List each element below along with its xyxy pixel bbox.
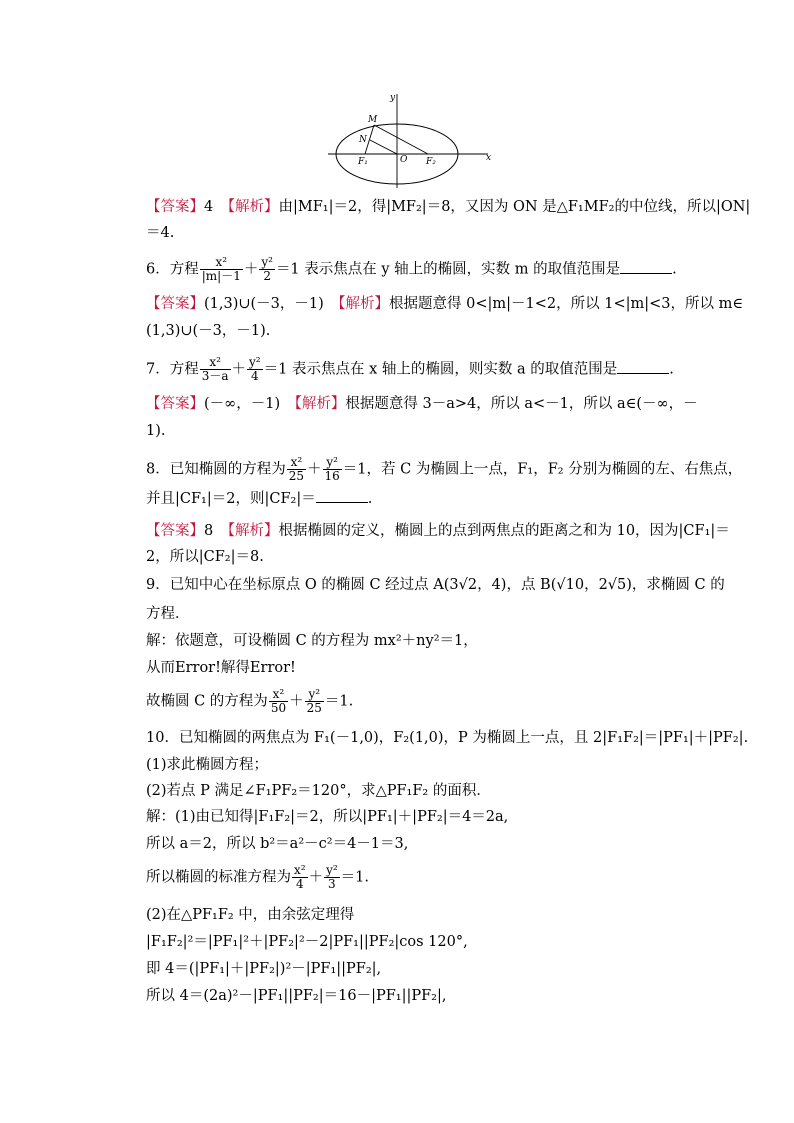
answer-tag: 【解析】 bbox=[227, 523, 279, 539]
question-7: 7．方程 $\frac{\text{x²}}{3-a}$ ＋ $\frac{\text{y²}}{4}$ ＝1 表示焦点在 x 轴上的椭圆，则实数 a 的取值范围是 . bbox=[146, 355, 674, 383]
answer-blank bbox=[617, 359, 669, 374]
fraction: $\frac{\text{y²}}{4}$ bbox=[249, 355, 261, 383]
ellipse-figure bbox=[320, 90, 500, 190]
fraction: $\frac{\text{y²}}{3}$ bbox=[326, 863, 338, 891]
fraction: $\frac{\text{y²}}{25}$ bbox=[306, 687, 322, 715]
answer-tag: 【答案】 bbox=[146, 199, 204, 215]
question-8-line1: 8．已知椭圆的方程为 $\frac{\text{x²}}{25}$ ＋ $\frac{\text{y²}}{16}$ ＝1，若 C 为椭圆上一点，F₁，F₂ 分别为椭圆的左、右焦点， bbox=[146, 455, 743, 483]
label-f1: F₁ bbox=[358, 157, 368, 167]
answer-blank bbox=[620, 259, 672, 274]
fraction: $\frac{\text{y²}}{16}$ bbox=[324, 455, 340, 483]
question-8-line2: 并且|CF₁|＝2，则|CF₂|＝ . bbox=[146, 488, 686, 510]
solution-9-line3: 故椭圆 C 的方程为 $\frac{\text{x²}}{50}$ ＋ $\frac{\text{y²}}{25}$ ＝1. bbox=[146, 687, 354, 715]
label-x: x bbox=[486, 153, 492, 163]
solution-10-line6: 即 4＝(|PF₁|＋|PF₂|)²－|PF₁||PF₂|, bbox=[146, 961, 382, 977]
answer-5-line1: 【答案】4 【解析】由|MF₁|＝2，得|MF₂|＝8，又因为 ON 是△F₁MF₂的中位线，所以|ON| bbox=[146, 199, 751, 215]
solution-10-line1: 解：(1)由已知得|F₁F₂|＝2，所以|PF₁|＋|PF₂|＝4＝2a, bbox=[146, 809, 509, 825]
answer-6-line2: (1,3)∪(－3，－1). bbox=[146, 323, 271, 339]
solution-10-line5: |F₁F₂|²＝|PF₁|²＋|PF₂|²－2|PF₁||PF₂|cos 120°, bbox=[146, 934, 468, 950]
question-9-line2: 方程． bbox=[146, 606, 190, 622]
fraction: $\frac{\text{x²}}{|m|-1}$ bbox=[201, 255, 241, 283]
question-10-part1: (1)求此椭圆方程； bbox=[146, 757, 269, 773]
answer-blank bbox=[316, 488, 368, 503]
fraction: $\frac{\text{y²}}{2}$ bbox=[261, 255, 273, 283]
answer-tag: 【答案】 bbox=[146, 296, 204, 312]
answer-8-line1: 【答案】8 【解析】根据椭圆的定义，椭圆上的点到两焦点的距离之和为 10，因为|CF₁|＝ bbox=[146, 523, 730, 539]
answer-tag: 【解析】 bbox=[294, 396, 346, 412]
question-10-part2: (2)若点 P 满足∠F₁PF₂＝120°，求△PF₁F₂ 的面积． bbox=[146, 783, 491, 799]
label-y: y bbox=[390, 93, 396, 103]
answer-7-line1: 【答案】(－∞，－1) 【解析】根据题意得 3－a>4，所以 a<－1，所以 a∈(－∞，－ bbox=[146, 396, 698, 412]
answer-tag: 【答案】 bbox=[146, 523, 204, 539]
solution-10-line4: (2)在△PF₁F₂ 中，由余弦定理得 bbox=[146, 907, 355, 923]
answer-tag: 【答案】 bbox=[146, 396, 204, 412]
solution-9-line2: 从而Error!解得Error! bbox=[146, 660, 296, 676]
answer-8-line2: 2，所以|CF₂|＝8. bbox=[146, 549, 264, 565]
solution-9-line1: 解：依题意，可设椭圆 C 的方程为 mx²＋ny²＝1， bbox=[146, 633, 478, 649]
question-9-line1: 9．已知中心在坐标原点 O 的椭圆 C 经过点 A(3√2，4)，点 B(√10，2√5)，求椭圆 C 的 bbox=[146, 577, 725, 593]
question-10-line1: 10．已知椭圆的两焦点为 F₁(－1,0)，F₂(1,0)，P 为椭圆上一点，且 2|F₁F₂|＝|PF₁|＋|PF₂|. bbox=[146, 730, 749, 746]
fraction: $\frac{\text{x²}}{3-a}$ bbox=[201, 355, 229, 383]
question-6: 6．方程 $\frac{\text{x²}}{|m|-1}$ ＋ $\frac{\text{y²}}{2}$ ＝1 表示焦点在 y 轴上的椭圆，实数 m 的取值范围是 . bbox=[146, 255, 677, 283]
answer-7-line2: 1). bbox=[146, 423, 166, 439]
label-m: M bbox=[368, 115, 378, 125]
answer-6-line1: 【答案】(1,3)∪(－3，－1) 【解析】根据题意得 0<|m|－1<2，所以 1<|m|<3，所以 m∈ bbox=[146, 296, 744, 312]
fraction: $\frac{\text{x²}}{25}$ bbox=[288, 455, 305, 483]
answer-tag: 【解析】 bbox=[227, 199, 279, 215]
fraction: $\frac{\text{x²}}{50}$ bbox=[270, 687, 287, 715]
label-n: N bbox=[359, 135, 367, 145]
solution-10-line7: 所以 4＝(2a)²－|PF₁||PF₂|＝16－|PF₁||PF₂|, bbox=[146, 988, 447, 1004]
fraction: $\frac{\text{x²}}{4}$ bbox=[294, 863, 306, 891]
solution-10-line3: 所以椭圆的标准方程为 $\frac{\text{x²}}{4}$ ＋ $\frac{\text{y²}}{3}$ ＝1. bbox=[146, 863, 370, 891]
answer-tag: 【解析】 bbox=[338, 296, 390, 312]
label-o: O bbox=[400, 155, 408, 165]
solution-10-line2: 所以 a＝2，所以 b²＝a²－c²＝4－1＝3, bbox=[146, 836, 409, 852]
segment-on bbox=[370, 140, 397, 154]
segment-mf2 bbox=[374, 125, 428, 154]
answer-5-line2: ＝4. bbox=[146, 225, 175, 241]
label-f2: F₂ bbox=[426, 157, 436, 167]
